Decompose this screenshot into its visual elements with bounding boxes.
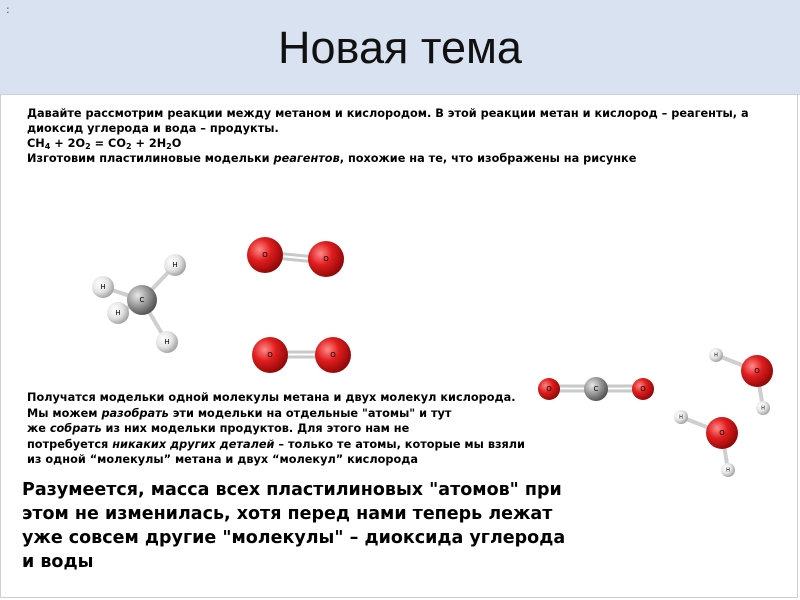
corner-mark: : [6, 3, 10, 16]
mid-line-3-italic: собрать [49, 422, 102, 435]
oxygen-molecule-2 [252, 337, 351, 373]
atom-label-o: O [546, 385, 552, 393]
eq-co2: = CO [90, 137, 126, 150]
mid-line-4 [27, 437, 537, 453]
atom-label-c: C [593, 385, 599, 393]
intro-line-3-post: , похожие на те, что изображены на рисунке [339, 152, 637, 165]
mid-line-3 [27, 421, 537, 437]
mid-line-4-post: – только те атомы, которые мы взяли [274, 437, 525, 451]
intro-line-3-pre: Изготовим пластилиновые модельки [27, 152, 274, 165]
mid-line-2-pre: Мы можем [27, 406, 102, 420]
atom-label-o: O [262, 251, 268, 259]
water-molecule-2 [674, 410, 738, 477]
middle-text [27, 390, 537, 468]
mid-line-5: из одной “молекулы” метана и двух “молекул” кислорода [27, 453, 419, 466]
mid-line-3-pre: же [27, 422, 50, 435]
mid-line-2-italic: разобрать [101, 406, 169, 420]
atom-label-o: O [330, 351, 336, 359]
eq-h2: + 2H [131, 137, 167, 150]
atom-label-o: O [323, 255, 329, 263]
methane-molecule [92, 254, 186, 353]
conclusion-text: Разумеется, масса всех пластилиновых "атомов" при этом не изменилась, хотя перед нами теперь лежат уже совсем другие "молекулы" – диоксида углерода и воды [22, 480, 566, 572]
eq-ch: CH [27, 137, 45, 150]
eq-o2: + 2O [50, 137, 86, 150]
eq-h2-sub: 2 [166, 142, 172, 151]
eq-o: O [171, 137, 182, 150]
atom-label-o: O [640, 385, 646, 393]
carbon-dioxide-molecule [538, 377, 654, 401]
mid-line-2-post: эти модельки на отдельные "атомы" и тут [168, 406, 452, 420]
atom-label-o: O [754, 367, 760, 375]
oxygen-molecule-1 [247, 237, 344, 277]
atom-label-h: H [679, 414, 683, 421]
eq-o2-sub: 2 [85, 142, 91, 151]
eq-co2-sub: 2 [125, 142, 132, 151]
atom-label-h: H [714, 352, 718, 359]
atom-label-h: H [164, 338, 170, 346]
intro-line-1: Давайте рассмотрим реакции между метаном и кислородом. В этой реакции метан и кислород – реагенты, а диоксид углерода и вода – продукты. [27, 107, 749, 135]
mid-line-3-post: из них модельки продуктов. Для этого нам не [101, 422, 410, 435]
atom-label-h: H [100, 283, 106, 291]
atom-label-h: H [761, 405, 765, 412]
mid-line-1: Получатся модельки одной молекулы метана и двух молекул кислорода. [27, 391, 516, 404]
eq-ch-sub: 4 [44, 142, 51, 151]
atom-label-h: H [172, 261, 178, 269]
slide-title: Новая тема [278, 22, 522, 73]
atom-label-o: O [267, 351, 273, 359]
atom-label-h: H [115, 309, 121, 317]
mid-line-4-italic: никаких других деталей [112, 437, 275, 451]
mid-line-2 [27, 406, 537, 422]
intro-line-3-italic: реагентов [273, 152, 340, 165]
atom-label-h: H [726, 467, 730, 474]
water-molecule-1 [709, 348, 773, 415]
atom-label-o: O [719, 429, 725, 437]
mid-line-4-pre: потребуется [27, 437, 113, 451]
atom-label-c: C [139, 296, 145, 304]
